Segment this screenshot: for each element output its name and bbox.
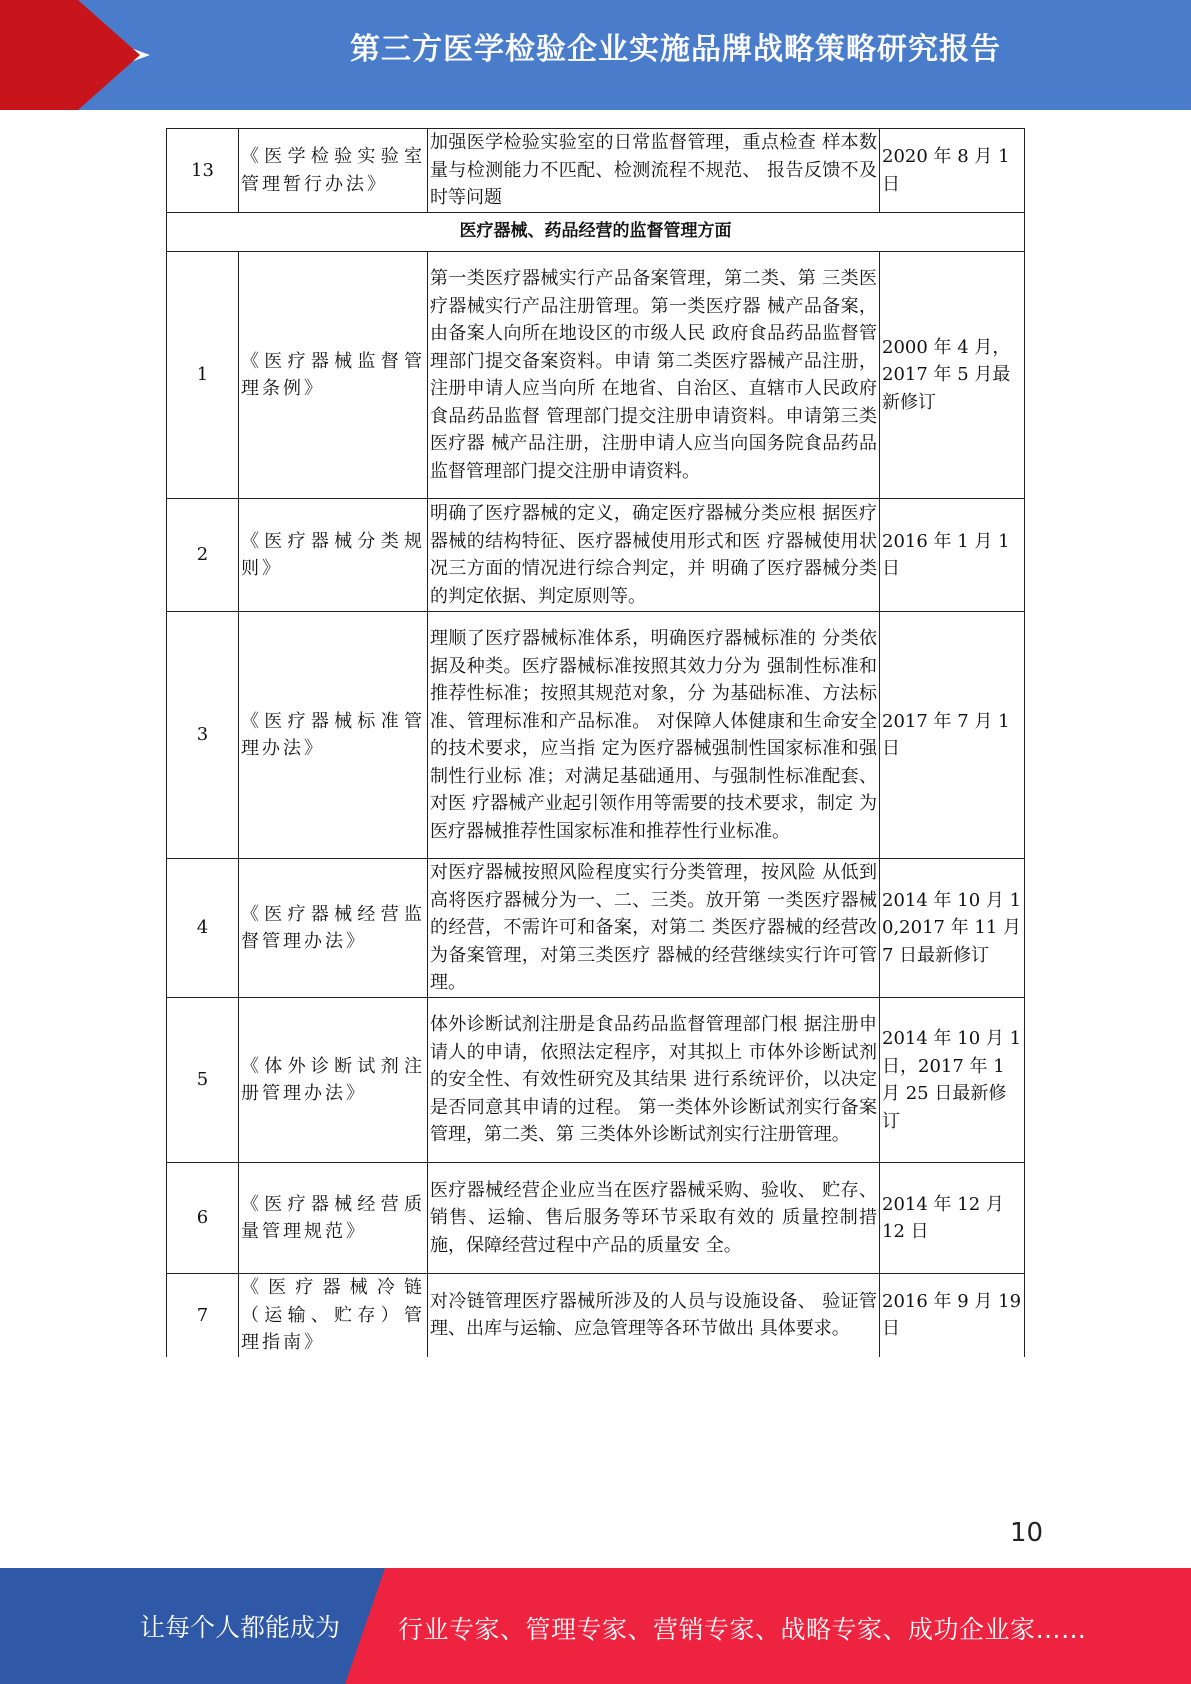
regulation-description: 明确了医疗器械的定义，确定医疗器械分类应根 据医疗器械的结构特征、医疗器械使用形式和医 疗器械使用状况三方面的情况进行综合判定，并 明确了医疗器械分类的判定依据、判定原则等。: [428, 499, 880, 612]
regulation-name: 《医学检验实验室管理暂行办法》: [239, 129, 428, 213]
row-number: 6: [167, 1163, 239, 1274]
regulation-description: 加强医学检验实验室的日常监督管理，重点检查 样本数量与检测能力不匹配、检测流程不规范、 报告反馈不及时等问题: [428, 129, 880, 213]
regulation-name: 《医疗器械冷链（运输、贮存）管理指南》: [239, 1274, 428, 1357]
regulation-date: 2020 年 8 月 1 日: [880, 129, 1025, 213]
section-row: [167, 213, 1025, 252]
regulation-name: 《医疗器械分类规则》: [239, 499, 428, 612]
regulation-description: 第一类医疗器械实行产品备案管理，第二类、第 三类医疗器械实行产品注册管理。第一类医疗器 械产品备案，由备案人向所在地设区的市级人民 政府食品药品监督管理部门提交备案资料。申请 第二类医疗器械产品注册，注册申请人应当向所 在地省、自治区、直辖市人民政府食品药品监督 管理部门提交注册申请资料。申请第三类医疗器 械产品注册，注册申请人应当向国务院食品药品 监督管理部门提交注册申请资料。: [428, 252, 880, 499]
section-title: 医疗器械、药品经营的监督管理方面: [167, 213, 1025, 252]
regulation-description: 对医疗器械按照风险程度实行分类管理，按风险 从低到高将医疗器械分为一、二、三类。放开第 一类医疗器械的经营，不需许可和备案，对第二 类医疗器械的经营改为备案管理，对第三类医疗 器械的经营继续实行许可管理。: [428, 859, 880, 998]
page-footer: [0, 1568, 1191, 1684]
regulation-date: 2014 年 10 月 1 日，2017 年 1 月 25 日最新修订: [880, 998, 1025, 1163]
regulation-date: 2014 年 12 月 12 日: [880, 1163, 1025, 1274]
table-row: [167, 998, 1025, 1163]
footer-slogan-right: 行业专家、管理专家、营销专家、战略专家、成功企业家……: [398, 1615, 1087, 1644]
regulation-date: 2017 年 7 月 1 日: [880, 612, 1025, 859]
regulation-name: 《医疗器械经营质量管理规范》: [239, 1163, 428, 1274]
table-row: [167, 1274, 1025, 1357]
regulation-name: 《医疗器械经营监督管理办法》: [239, 859, 428, 998]
table-row: [167, 859, 1025, 998]
regulation-date: 2000 年 4 月，2017 年 5 月最新修订: [880, 252, 1025, 499]
regulation-name: 《医疗器械标准管理办法》: [239, 612, 428, 859]
page-header: [0, 0, 1191, 110]
row-number: 2: [167, 499, 239, 612]
regulation-name: 《体外诊断试剂注册管理办法》: [239, 998, 428, 1163]
table-row: [167, 1163, 1025, 1274]
footer-slogan-left: 让每个人都能成为: [140, 1613, 341, 1642]
row-number: 3: [167, 612, 239, 859]
regulation-description: 对冷链管理医疗器械所涉及的人员与设施设备、 验证管理、出库与运输、应急管理等各环节做出 具体要求。: [428, 1274, 880, 1357]
regulation-description: 理顺了医疗器械标准体系，明确医疗器械标准的 分类依据及种类。医疗器械标准按照其效力分为 强制性标准和推荐性标准；按照其规范对象，分 为基础标准、方法标准、管理标准和产品标准。 对保障人体健康和生命安全的技术要求，应当指 定为医疗器械强制性国家标准和强制性行业标 准；对满足基础通用、与强制性标准配套、对医 疗器械产业起引领作用等需要的技术要求，制定 为医疗器械推荐性国家标准和推荐性行业标准。: [428, 612, 880, 859]
regulation-table: [166, 128, 1025, 1357]
regulation-description: 医疗器械经营企业应当在医疗器械采购、验收、 贮存、销售、运输、售后服务等环节采取有效的 质量控制措施，保障经营过程中产品的质量安 全。: [428, 1163, 880, 1274]
regulation-date: 2016 年 9 月 19 日: [880, 1274, 1025, 1357]
page-number: 10: [1010, 1518, 1044, 1548]
table-row: [167, 499, 1025, 612]
row-number: 5: [167, 998, 239, 1163]
regulation-name: 《医疗器械监督管理条例》: [239, 252, 428, 499]
regulation-date: 2014 年 10 月 1 0,2017 年 11 月 7 日最新修订: [880, 859, 1025, 998]
regulation-description: 体外诊断试剂注册是食品药品监督管理部门根 据注册申请人的申请，依照法定程序，对其拟上 市体外诊断试剂的安全性、有效性研究及其结果 进行系统评价，以决定是否同意其申请的过程。 第一类体外诊断试剂实行备案管理，第二类、第 三类体外诊断试剂实行注册管理。: [428, 998, 880, 1163]
table-row: [167, 612, 1025, 859]
row-number: 1: [167, 252, 239, 499]
regulation-date: 2016 年 1 月 1 日: [880, 499, 1025, 612]
row-number: 13: [167, 129, 239, 213]
table-row: [167, 252, 1025, 499]
report-title: 第三方医学检验企业实施品牌战略策略研究报告: [350, 32, 1001, 67]
row-number: 4: [167, 859, 239, 998]
row-number: 7: [167, 1274, 239, 1357]
table-row: [167, 129, 1025, 213]
